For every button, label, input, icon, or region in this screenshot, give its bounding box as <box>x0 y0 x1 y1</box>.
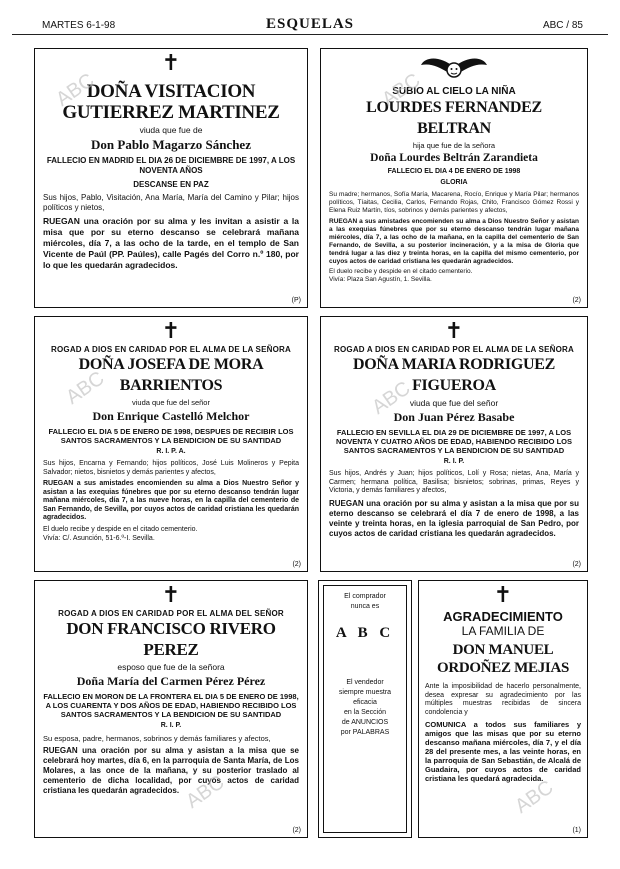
deceased-name: DON MANUEL ORDOÑEZ MEJIAS <box>436 642 570 676</box>
request-text: RUEGAN una oración por su alma y asistan a la misa que por su eterno descanso se celebrará el día 7 de enero de 1998, a las veinte y treinta horas, en la iglesia parroquial de San Pedro, por cuyos actos de caridad cristiana les quedarán agradecidos. <box>329 498 579 538</box>
reference-code: (2) <box>572 561 581 568</box>
header-date: MARTES 6-1-98 <box>42 20 116 31</box>
mother-name: Doña Lourdes Beltrán Zarandieta <box>370 152 538 164</box>
prayer-line: ROGAD A DIOS EN CARIDAD POR EL ALMA DE LA SEÑORA <box>51 345 291 354</box>
ad-line-2: nunca es <box>350 603 380 610</box>
reference-code: (2) <box>292 827 301 834</box>
angel-icon <box>419 53 489 83</box>
request-text: COMUNICA a todos sus familiares y amigos que las misas que por su eterno descanso mañana miércoles, día 7, y el día 28 del presente mes, a las veinte horas, en la parroquia de San Sebastián, de Alcalá de Guadaira, por cuyos actos de caridad cristiana les quedará agradecida. <box>425 720 581 783</box>
family-text: Sus hijos, Pablo, Visitación, Ana María, María del Camino y Pilar; hijos políticos y nietos, <box>43 193 299 212</box>
ad-line-7: de ANUNCIOS <box>341 719 389 726</box>
page-header <box>12 18 608 35</box>
family-text: Su esposa, padre, hermanos, sobrinos y demás familiares y afectos, <box>43 734 271 743</box>
notice-title: AGRADECIMIENTO <box>443 609 563 624</box>
address-text: Vivía: C/. Asunción, 51-6.º-I. Sevilla. <box>43 534 155 542</box>
death-notice: FALLECIO EL DIA 4 DE ENERO DE 1998 <box>387 168 521 175</box>
reference-code: (1) <box>572 827 581 834</box>
reference-code: (2) <box>572 297 581 304</box>
watermark-text: ABC <box>62 367 109 409</box>
ad-line-3: El vendedor <box>346 679 384 686</box>
request-text: RUEGAN a sus amistades encomienden su alma a Dios Nuestro Señor y asistan a las exequias fúnebres que por su eterno descanso tendrán lugar mañana miércoles, día 7, a las ocho de la mañana, en la capilla del cementerio de San Fernando, de Sevilla, a su posterior incineración, y a la misa de Gloria que tendrá lugar a las diez y treinta horas, en la capilla del mismo cementerio, por cuyos actos de caridad cristiana les quedarán agradecidos. <box>329 218 579 265</box>
spouse-name: Don Pablo Magarzo Sánchez <box>91 137 251 152</box>
family-text: Su madre; hermanos, Sofía María, Macarena, Rocío, Enrique y María Pilar; hermanos políticos, Tíaitas, Cecilia, Carlos, Fernando Rojas, Chito, Francisco Gómez Rossi y Elena Ruiz Martín, tíos, sobrinos y demás parientes y afectos, <box>329 191 579 214</box>
request-text: RUEGAN a sus amistades encomienden su alma a Dios Nuestro Señor y asistan a las exequias fúnebres que por su eterno descanso tendrán lugar mañana miércoles, día 7, a las nueve horas, en la capilla del cementerio de San Fernando, de Sevilla, por cuyos actos de caridad cristiana les quedarán agradecidos. <box>43 480 299 521</box>
thanks-text: Ante la imposibilidad de hacerlo personalmente, desea expresar su agradecimiento por las múltiples muestras recibidas de sincera condolencia y <box>425 683 581 716</box>
ad-line-6: en la Sección <box>343 709 387 716</box>
section-title: ESQUELAS <box>265 16 355 32</box>
spouse-name: Don Enrique Castelló Melchor <box>92 409 250 423</box>
cross-icon: ✝ <box>161 51 181 76</box>
acknowledgement-ordonez <box>418 580 588 838</box>
deceased-name: LOURDES FERNANDEZ BELTRAN <box>366 99 542 137</box>
rip-text: R. I. P. <box>443 458 465 465</box>
reference-code: (2) <box>292 561 301 568</box>
watermark-text: ABC <box>378 69 425 111</box>
duel-text: El duelo recibe y despide en el citado cementerio. <box>329 268 473 275</box>
duel-text: El duelo recibe y despide en el citado cementerio. <box>43 525 198 533</box>
ad-line-4: siempre muestra <box>338 689 392 696</box>
notice-title: SUBIO AL CIELO LA NIÑA <box>392 86 516 97</box>
obituary-gutierrez <box>34 48 308 308</box>
widow-line: viuda que fue de <box>139 125 203 135</box>
ad-line-1: El comprador <box>344 593 386 600</box>
rip-text: GLORIA <box>440 179 468 186</box>
obituary-mora <box>34 316 308 572</box>
family-text: Sus hijos, Encarna y Fernando; hijos políticos, José Luis Molineros y Pepita Salvador; nietos, bisnietos y demás parientes y afectos, <box>43 460 299 476</box>
watermark-text: ABC <box>511 776 558 818</box>
ad-line-8: por PALABRAS <box>340 729 390 736</box>
abc-logo: A B C <box>335 625 395 641</box>
daughter-line: hija que fue de la señora <box>412 141 496 150</box>
family-text: Sus hijos, Andrés y Juan; hijos políticos, Lolí y Rosa; nietas, Ana, María y Carmen; hermana política, Basilisa; bisnietos; sobrinas, primas, Reyes y Victoria, y demás familiares y afectos, <box>329 470 579 494</box>
obituary-rivero <box>34 580 308 838</box>
page-number: ABC / 85 <box>542 20 583 31</box>
abc-classified-ad <box>318 580 412 838</box>
deceased-name: DOÑA VISITACION GUTIERREZ MARTINEZ <box>62 81 280 123</box>
watermark-text: ABC <box>368 377 415 419</box>
deceased-name: DON FRANCISCO RIVERO PEREZ <box>66 619 276 659</box>
request-text: RUEGAN una oración por su alma y asistan a la misa que se celebrará hoy martes, día 6, en la parroquia de Santa María, de Los Molares, a las once de la mañana, y su posterior traslado al cementerio de dicha localidad, por cuyos actos de caridad cristiana les quedarán agradecidos. <box>43 746 299 795</box>
notice-subtitle: LA FAMILIA DE <box>461 624 545 638</box>
prayer-line: ROGAD A DIOS EN CARIDAD POR EL ALMA DEL SEÑOR <box>58 609 284 618</box>
rip-text: DESCANSE EN PAZ <box>133 180 209 189</box>
deceased-name: DOÑA JOSEFA DE MORA BARRIENTOS <box>78 356 264 394</box>
address-text: Vivía: Plaza San Agustín, 1. Sevilla. <box>329 276 432 283</box>
death-notice: FALLECIO EN SEVILLA EL DIA 29 DE DICIEMBRE DE 1997, A LOS NOVENTA Y CUATRO AÑOS DE EDAD, HABIENDO RECIBIDO LOS SANTOS SACRAMENTOS Y LA BENDICION DE SU SANTIDAD <box>336 428 572 455</box>
watermark-text: ABC <box>52 69 99 111</box>
cross-icon: ✝ <box>161 319 181 344</box>
death-notice: FALLECIO EN MORON DE LA FRONTERA EL DIA 5 DE ENERO DE 1998, A LOS CUARENTA Y DOS AÑOS DE EDAD, HABIENDO RECIBIDO LOS SANTOS SACRAMENTOS Y LA BENDICION DE SU SANTIDAD <box>43 692 299 719</box>
watermark-text: ABC <box>182 771 229 813</box>
widow-line: viuda que fue del señor <box>409 398 499 408</box>
spouse-name: Don Juan Pérez Basabe <box>393 410 515 424</box>
prayer-line: ROGAD A DIOS EN CARIDAD POR EL ALMA DE LA SEÑORA <box>334 345 574 354</box>
obituary-fernandez <box>320 48 588 308</box>
death-notice: FALLECIO EL DIA 5 DE ENERO DE 1998, DESPUES DE RECIBIR LOS SANTOS SACRAMENTOS Y LA BENDICION DE SU SANTIDAD <box>48 427 294 445</box>
rip-text: R. I. P. <box>160 722 182 729</box>
ad-line-5: eficacia <box>353 699 377 706</box>
obituary-rodriguez <box>320 316 588 572</box>
request-text: RUEGAN una oración por su alma y les invitan a asistir a la misa que por su eterno descanso se celebrará mañana miércoles, día 7, a las ocho de la tarde, en el templo de San Vicente de Paúl (PP. Paúles), calle Pagés del Corro n.º 180, por lo que les quedarán agradecidos. <box>43 216 299 270</box>
rip-text: R. I. P. A. <box>156 448 186 455</box>
cross-icon: ✝ <box>444 319 464 344</box>
cross-icon: ✝ <box>161 583 181 608</box>
reference-code: (P) <box>291 297 301 304</box>
death-notice: FALLECIO EN MADRID EL DIA 26 DE DICIEMBRE DE 1997, A LOS NOVENTA AÑOS <box>46 156 296 175</box>
cross-icon: ✝ <box>493 583 513 608</box>
widow-line: viuda que fue del señor <box>132 398 210 407</box>
deceased-name: DOÑA MARIA RODRIGUEZ FIGUEROA <box>352 356 556 394</box>
widow-line: esposo que fue de la señora <box>117 662 225 672</box>
spouse-name: Doña María del Carmen Pérez Pérez <box>76 674 266 688</box>
